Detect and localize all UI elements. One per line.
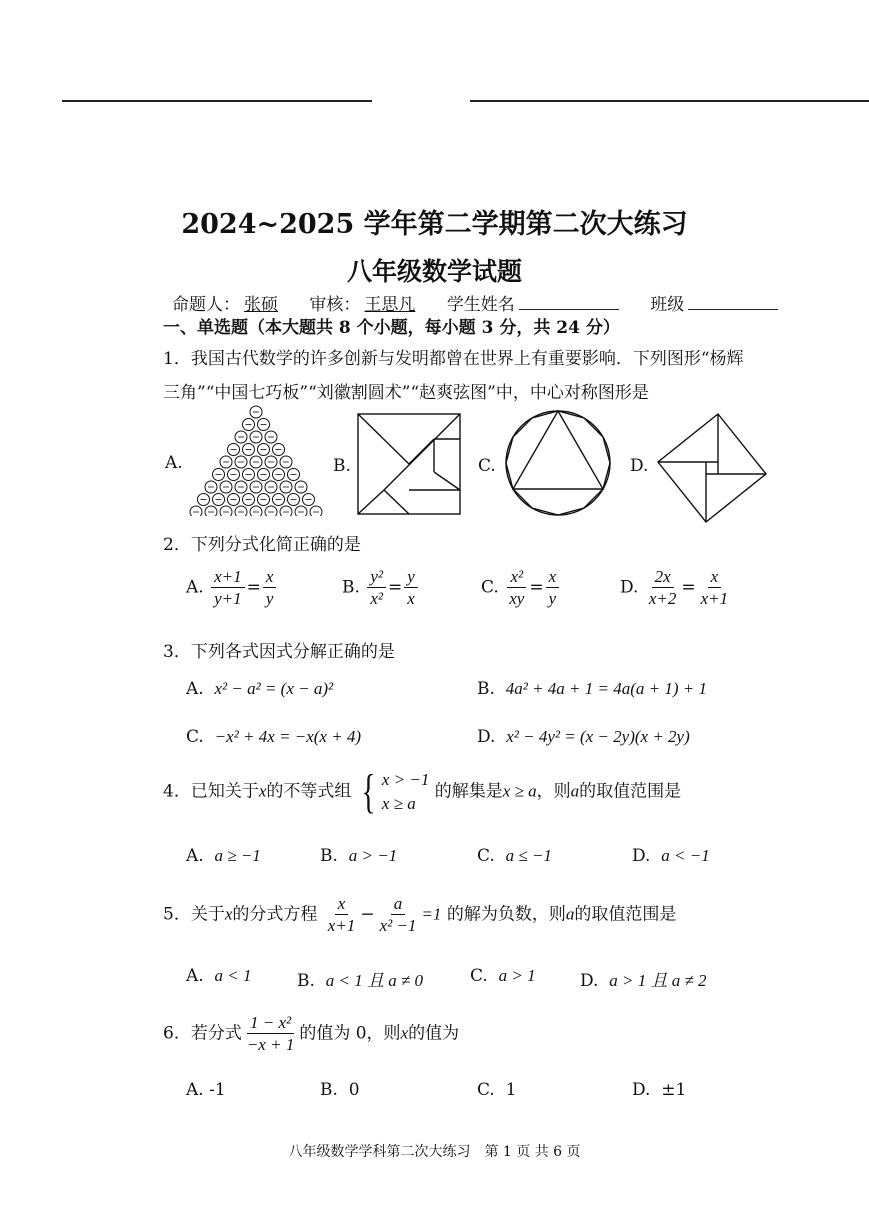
q5-stem-post2: 的取值范围是 (574, 904, 677, 925)
q3-option-d-label: D. (477, 727, 496, 747)
q5-equals: =1 (421, 904, 442, 924)
q1-option-a-label: A. (165, 453, 183, 473)
q4-stem-post3: 的取值范围是 (579, 781, 682, 802)
q5-var: x (224, 904, 233, 924)
exam-meta (172, 290, 782, 315)
q3-option-b-label: B. (477, 679, 495, 699)
q3-option-a-label: A. (186, 679, 204, 699)
q5-option-d-label: D. (580, 971, 599, 991)
q6-stem-pre: 6．若分式 (163, 1023, 242, 1044)
q3-option-d-expr: x² − 4y² = (x − 2y)(x + 2y) (506, 727, 690, 746)
yanghui-node (295, 506, 307, 516)
q6-option-b (320, 1080, 360, 1100)
q6-option-a-value: -1 (209, 1080, 226, 1100)
q5-option-a-expr: a < 1 (214, 966, 252, 985)
q5-option-b-expr: a < 1 且 a ≠ 0 (325, 971, 424, 990)
q5-option-d-expr: a > 1 且 a ≠ 2 (609, 971, 707, 990)
q6-option-c (477, 1080, 516, 1100)
q6-option-d (632, 1080, 686, 1100)
q4-stem-post2: ，则 (536, 781, 571, 802)
student-name-label: 学生姓名 (446, 295, 515, 315)
fraction-numerator: x (335, 893, 349, 915)
q2-option-a-label: A. (186, 577, 204, 598)
q1-stem-line2: 三角”“中国七巧板”“刘徽割圆术”“赵爽弦图”中，中心对称图形是 (163, 383, 649, 403)
fraction-denominator: y+1 (214, 589, 242, 609)
q6-option-b-label: B. (320, 1080, 338, 1100)
q5-option-b (297, 966, 423, 991)
q3-option-a (186, 679, 333, 699)
q5-option-a-label: A. (186, 966, 204, 986)
q6-option-d-label: D. (632, 1080, 651, 1100)
q2-option-b-label: B. (342, 577, 360, 598)
q5-stem-pre: 5．关于 (163, 904, 225, 925)
yanghui-node (235, 506, 247, 516)
q6-stem-post1: 的值为 0，则 (299, 1023, 401, 1044)
q4-option-d-label: D. (632, 846, 651, 866)
q4-option-b-label: B. (320, 846, 338, 866)
q2-option-a: A. $\frac{x+1}{y+1}$ = $\frac{x}{y}$ (186, 566, 278, 610)
q3-option-c (186, 727, 361, 747)
q5-stem: 5．关于x的分式方程 $\frac{x}{x+1}$ − $\frac{a}{\text{x² −1}}$ =1 的解为负数，则a的取值范围是 (163, 894, 677, 936)
q2-a-left-fraction (211, 566, 245, 610)
fraction-denominator: y (548, 589, 557, 609)
student-name-field[interactable] (519, 293, 619, 310)
q5-option-b-label: B. (297, 971, 315, 991)
q4-option-d (632, 846, 710, 866)
yanghui-node (310, 506, 322, 516)
q5-fraction-2 (377, 893, 420, 937)
fraction-denominator: x² −1 (379, 916, 417, 936)
yanghui-node (205, 506, 217, 516)
fraction-denominator: x+1 (700, 589, 729, 609)
fraction-numerator: x+1 (211, 566, 245, 588)
q6-var: x (400, 1023, 409, 1043)
fraction-denominator: y (265, 589, 274, 609)
q6-stem-post2: 的值为 (408, 1023, 460, 1044)
fraction-numerator: y² (367, 566, 386, 588)
q4-stem-pre: 4．已知关于 (163, 781, 259, 802)
class-field[interactable] (688, 293, 778, 310)
q4-option-b (320, 846, 397, 866)
q4-option-a (186, 846, 261, 866)
q4-var: x (258, 781, 267, 801)
page-footer: 八年级数学学科第二次大练习 第 1 页 共 6 页 (288, 1144, 581, 1160)
q5-option-c-expr: a > 1 (498, 966, 536, 985)
q1-stem-line1: 1．我国古代数学的许多创新与发明都曾在世界上有重要影响．下列图形“杨辉 (163, 349, 744, 369)
fraction-denominator: x² (370, 589, 383, 609)
tangram-figure (356, 412, 462, 516)
fraction-numerator: a (391, 893, 406, 915)
q4-option-a-expr: a ≥ −1 (214, 846, 261, 865)
q2-b-right-fraction (404, 566, 418, 610)
fraction-numerator: x (263, 566, 277, 588)
q4-option-c-expr: a ≤ −1 (505, 846, 552, 865)
yanghui-node (190, 506, 202, 516)
q5-avar: a (565, 904, 575, 924)
fraction-numerator: 1 − x² (247, 1012, 294, 1034)
q4-inequality-system (357, 765, 430, 818)
exam-subtitle: 八年级数学试题 (346, 257, 522, 286)
q3-option-b (477, 679, 707, 699)
fraction-numerator: x (546, 566, 560, 588)
q2-option-d-label: D. (620, 577, 639, 598)
fraction-numerator: x (708, 566, 722, 588)
q4-stem-post1: 的解集是 (434, 781, 503, 802)
q3-option-d (477, 727, 690, 747)
q6-option-c-label: C. (477, 1080, 495, 1100)
q2-d-right-fraction (698, 566, 732, 610)
q4-option-c (477, 846, 552, 866)
proposer-name: 张硕 (244, 295, 278, 315)
left-brace: { (361, 765, 376, 818)
q5-fraction-1 (325, 893, 359, 937)
q2-option-c-label: C. (481, 577, 499, 598)
q4-stem-mid: 的不等式组 (266, 781, 352, 802)
q3-option-a-expr: x² − a² = (x − a)² (214, 679, 334, 698)
proposer-label: 命题人： (172, 295, 240, 315)
zhao-shuang-figure (654, 410, 770, 526)
yanghui-triangle-figure (183, 404, 329, 516)
q4-option-d-expr: a < −1 (661, 846, 710, 865)
q4-stem (163, 765, 682, 818)
yanghui-node (220, 506, 232, 516)
q6-option-d-value: ±1 (661, 1080, 687, 1100)
top-rule-right (470, 100, 869, 102)
fraction-denominator: x+2 (648, 589, 677, 609)
reviewer-label: 审核： (309, 295, 361, 315)
q4-solution: x ≥ a (502, 781, 537, 801)
q5-option-d (580, 966, 707, 991)
fraction-numerator: x² (507, 566, 526, 588)
q6-option-c-value: 1 (505, 1080, 517, 1100)
q3-stem: 3．下列各式因式分解正确的是 (163, 642, 395, 662)
exam-title: 2024~2025 学年第二学期第二次大练习 (181, 209, 688, 240)
q1-option-b-label: B. (333, 456, 351, 476)
q6-stem (163, 1012, 459, 1056)
yanghui-node (265, 506, 277, 516)
q2-b-left-fraction (367, 566, 386, 610)
q3-option-c-expr: −x² + 4x = −x(x + 4) (214, 727, 362, 746)
q4-option-b-expr: a > −1 (348, 846, 398, 865)
q5-stem-post1: 的解为负数，则 (446, 904, 566, 925)
q5-option-c (470, 966, 536, 986)
yanghui-node (280, 506, 292, 516)
q6-fraction (244, 1012, 298, 1056)
q4-system-row2: x ≥ a (381, 794, 416, 813)
q3-option-c-label: C. (186, 727, 204, 747)
q2-stem: 2．下列分式化简正确的是 (163, 535, 361, 555)
yanghui-node (250, 506, 262, 516)
q5-option-c-label: C. (470, 966, 488, 986)
q2-c-right-fraction (546, 566, 560, 610)
fraction-denominator: −x + 1 (246, 1035, 295, 1055)
q2-option-b: B. $\frac{\text{y²}}{\text{x²}}$ = $\frac{y}{x}$ (342, 566, 420, 610)
q2-c-left-fraction (506, 566, 527, 610)
reviewer-name: 王思凡 (364, 295, 416, 315)
q2-a-right-fraction (263, 566, 277, 610)
q4-option-c-label: C. (477, 846, 495, 866)
fraction-denominator: xy (509, 589, 525, 609)
q2-d-left-fraction (646, 566, 680, 610)
top-rule-left (62, 100, 372, 102)
q6-option-a-label: A. (186, 1080, 204, 1100)
section-heading: 一、单选题（本大题共 8 个小题，每小题 3 分，共 24 分） (163, 318, 620, 338)
fraction-denominator: x (407, 589, 415, 609)
q6-option-b-value: 0 (348, 1080, 360, 1100)
q2-option-d: D. $\frac{2x}{x+2}$ = $\frac{x}{x+1}$ (620, 566, 733, 610)
q3-option-b-expr: 4a² + 4a + 1 = 4a(a + 1) + 1 (505, 679, 707, 698)
q1-option-d-label: D. (630, 456, 649, 476)
fraction-denominator: x+1 (327, 916, 356, 936)
q5-option-a (186, 966, 251, 986)
fraction-numerator: y (404, 566, 418, 588)
q4-avar: a (570, 781, 580, 801)
fraction-numerator: 2x (652, 566, 674, 588)
liu-hui-circle-figure (502, 407, 614, 519)
q5-stem-mid: 的分式方程 (232, 904, 318, 925)
q4-system-row1: x > −1 (381, 770, 430, 790)
q6-option-a (186, 1080, 226, 1100)
class-label: 班级 (650, 295, 685, 315)
q1-option-c-label: C. (478, 456, 496, 476)
q4-option-a-label: A. (186, 846, 204, 866)
q2-option-c: C. $\frac{\text{x²}}{xy}$ = $\frac{x}{y}$ (481, 566, 561, 610)
